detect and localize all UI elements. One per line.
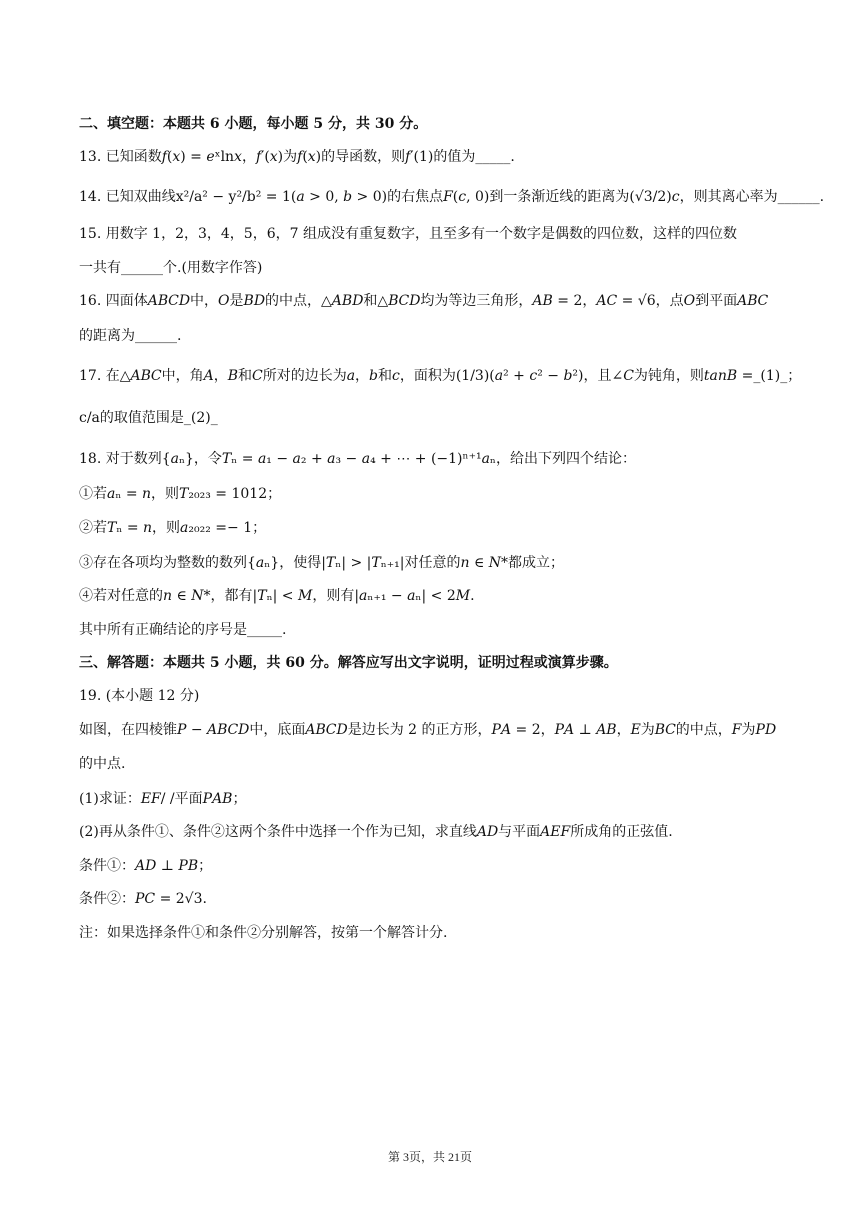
question-15-line1: 15. 用数字 1，2，3，4，5，6，7 组成没有重复数字，且至多有一个数字是偶数的四位数，这样的四位数 <box>79 226 737 242</box>
question-18-conclusion-3: ③存在各项均为整数的数列{𝑎ₙ}，使得|𝑇ₙ| > |𝑇ₙ₊₁|对任意的𝑛 ∈ 𝑁*都成立； <box>79 555 565 571</box>
question-19-condition-2: 条件②：𝑃𝐶 = 2√3. <box>79 891 207 907</box>
question-16-line1: 16. 四面体𝐴𝐵𝐶𝐷中，𝑂是𝐵𝐷的中点，△𝐴𝐵𝐷和△𝐵𝐶𝐷均为等边三角形，𝐴𝐵 = 2，𝐴𝐶 = √6，点𝑂到平面𝐴𝐵𝐶 <box>79 293 769 309</box>
question-17-line2: c/a的取值范围是_(2)_ <box>79 410 218 426</box>
question-13: 13. 已知函数𝑓(𝑥) = 𝑒ˣln𝑥，𝑓′(𝑥)为𝑓(𝑥)的导函数，则𝑓′(1)的值为_____. <box>79 149 515 165</box>
question-19-condition-1: 条件①：𝐴𝐷 ⊥ 𝑃𝐵； <box>79 858 213 874</box>
question-19-title: 19. (本小题 12 分) <box>79 688 200 704</box>
question-18-conclusion-4: ④若对任意的𝑛 ∈ 𝑁*，都有|𝑇ₙ| < 𝑀，则有|𝑎ₙ₊₁ − 𝑎ₙ| < 2𝑀. <box>79 588 475 604</box>
question-18-intro: 18. 对于数列{𝑎ₙ}，令𝑇ₙ = 𝑎₁ − 𝑎₂ + 𝑎₃ − 𝑎₄ + ⋯ + (−1)ⁿ⁺¹𝑎ₙ，给出下列四个结论： <box>79 451 636 467</box>
question-16-line2: 的距离为______. <box>79 328 182 344</box>
question-17-line1: 17. 在△𝐴𝐵𝐶中，角𝐴，𝐵和𝐶所对的边长为𝑎，𝑏和𝑐，面积为(1/3)(𝑎² + 𝑐² − 𝑏²)，且∠𝐶为钝角，则𝑡𝑎𝑛𝐵 =_(1)_； <box>79 368 802 384</box>
question-19-line2: 的中点. <box>79 756 126 772</box>
section2-heading: 二、填空题：本题共 6 小题，每小题 5 分，共 30 分。 <box>79 116 428 132</box>
question-19-part1: (1)求证：𝐸𝐹/ /平面𝑃𝐴𝐵； <box>79 791 247 807</box>
question-19-part2: (2)再从条件①、条件②这两个条件中选择一个作为已知，求直线𝐴𝐷与平面𝐴𝐸𝐹所成角的正弦值. <box>79 824 673 840</box>
question-19-line1: 如图，在四棱锥𝑃 − 𝐴𝐵𝐶𝐷中，底面𝐴𝐵𝐶𝐷是边长为 2 的正方形，𝑃𝐴 = 2，𝑃𝐴 ⊥ 𝐴𝐵，𝐸为𝐵𝐶的中点，𝐹为𝑃𝐷 <box>79 722 777 738</box>
question-15-line2: 一共有______个.(用数字作答) <box>79 260 263 276</box>
question-18-conclusion-2: ②若𝑇ₙ = 𝑛，则𝑎₂₀₂₂ =− 1； <box>79 520 267 536</box>
page-footer: 第 3页，共 21页 <box>387 1150 472 1164</box>
question-14: 14. 已知双曲线x²/a² − y²/b² = 1(𝑎 > 0, 𝑏 > 0)的右焦点𝐹(𝑐, 0)到一条渐近线的距离为(√3/2)𝑐，则其离心率为______. <box>79 189 825 205</box>
question-18-conclusion-1: ①若𝑎ₙ = 𝑛，则𝑇₂₀₂₃ = 1012； <box>79 486 282 502</box>
question-18-ask: 其中所有正确结论的序号是_____. <box>79 622 287 638</box>
question-19-note: 注：如果选择条件①和条件②分别解答，按第一个解答计分. <box>79 925 448 941</box>
section3-heading: 三、解答题：本题共 5 小题，共 60 分。解答应写出文字说明，证明过程或演算步骤。 <box>79 655 618 671</box>
